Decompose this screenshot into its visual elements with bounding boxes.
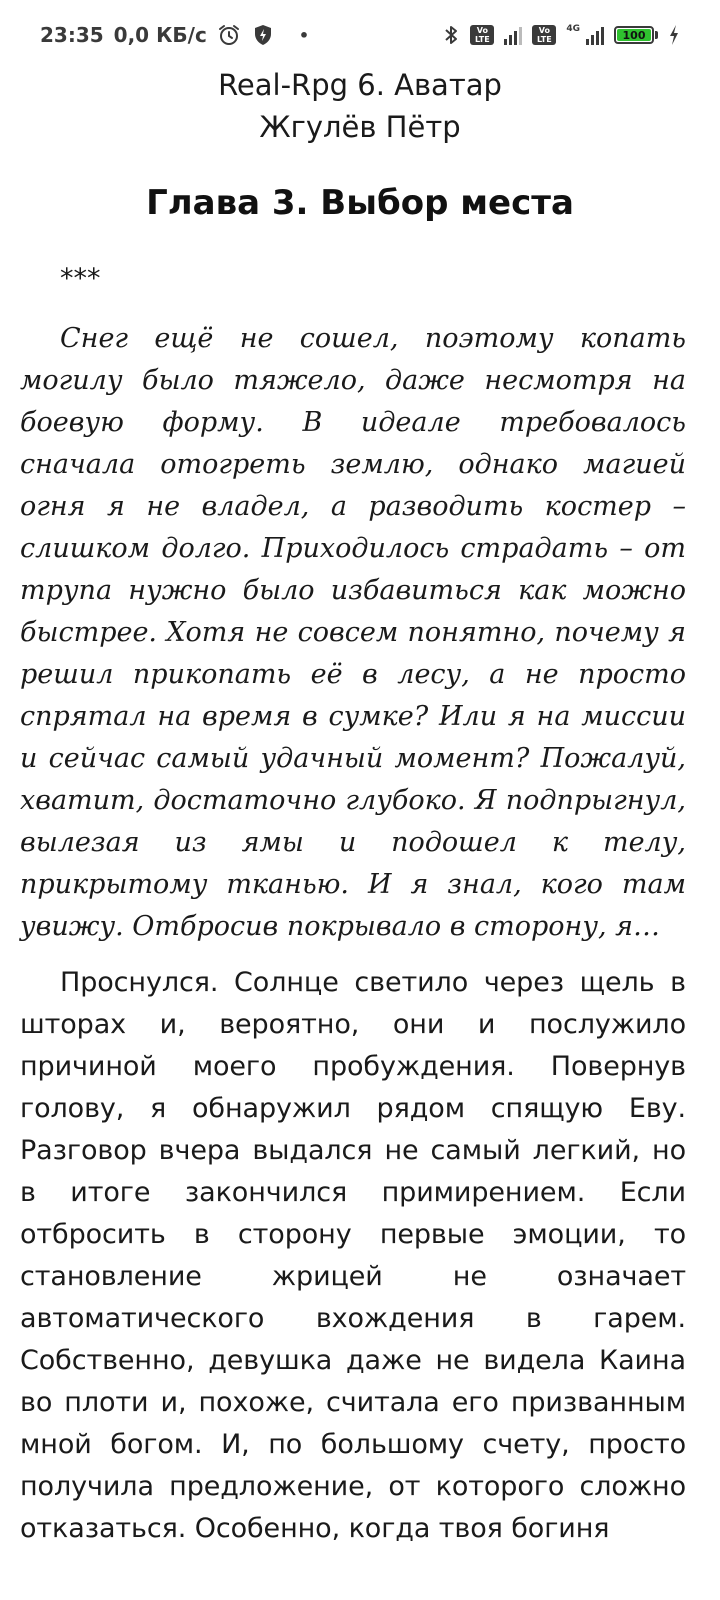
status-bar-left: [40, 23, 309, 47]
book-header: [0, 64, 720, 148]
battery-level: 100: [617, 29, 651, 41]
status-bar: [0, 0, 720, 70]
volte-icon: Vo LTE: [470, 25, 494, 45]
status-bar-right: [442, 23, 680, 47]
shield-icon: [251, 23, 275, 47]
alarm-icon: [217, 23, 241, 47]
book-title: Real-Rpg 6. Аватар: [218, 68, 502, 102]
charging-icon: [668, 24, 680, 46]
status-dot: •: [298, 25, 310, 45]
paragraph-dream: Снег ещё не сошел, поэтому копать могилу было тяжело, даже несмотря на боевую форму. В идеале требовалось сначала отогреть землю, однако магией огня я не владел, а разводить костер – слишком долго. Приходилось страдать – от трупа нужно было избавиться как можно быстрее. Хотя не совсем понятно, почему я решил прикопать её в лесу, а не просто спрятал на время в сумке? Или я на миссии и сейчас самый удачный момент? Пожалуй, хватит, достаточно глубоко. Я подпрыгнул, вылезая из ямы и подошел к телу, прикрытому тканью. И я знал, кого там увижу. Отбросив покрывало в сторону, я…: [20, 323, 686, 942]
battery-icon: [614, 26, 658, 44]
network-speed: 0,0 КБ/с: [113, 23, 207, 47]
paragraph-main: Проснулся. Солнце светило через щель в шторах и, вероятно, они и послужило причиной моего пробуждения. Повернув голову, я обнаружил рядом спящую Еву. Разговор вчера выдался не самый легкий, но в итоге закончился примирением. Если отбросить в сторону первые эмоции, то становление жрицей не означает автоматического вхождения в гарем. Собственно, девушка даже не видела Каина во плоти и, похоже, считала его призванным мной богом. И, по большому счету, просто получила предложение, от которого сложно отказаться. Особенно, когда твоя богиня: [20, 967, 686, 1544]
signal-icon-2: [586, 25, 604, 45]
status-time: 23:35: [40, 23, 104, 47]
book-author: Жгулёв Пётр: [259, 110, 461, 144]
scene-separator: ***: [60, 263, 101, 294]
volte-icon-2: Vo LTE: [532, 25, 556, 45]
reader-content[interactable]: [20, 258, 686, 1550]
bluetooth-icon: [442, 23, 460, 47]
chapter-title: Глава 3. Выбор места: [146, 183, 574, 223]
signal-icon: [504, 25, 522, 45]
network-type-label: 4G: [566, 23, 580, 34]
